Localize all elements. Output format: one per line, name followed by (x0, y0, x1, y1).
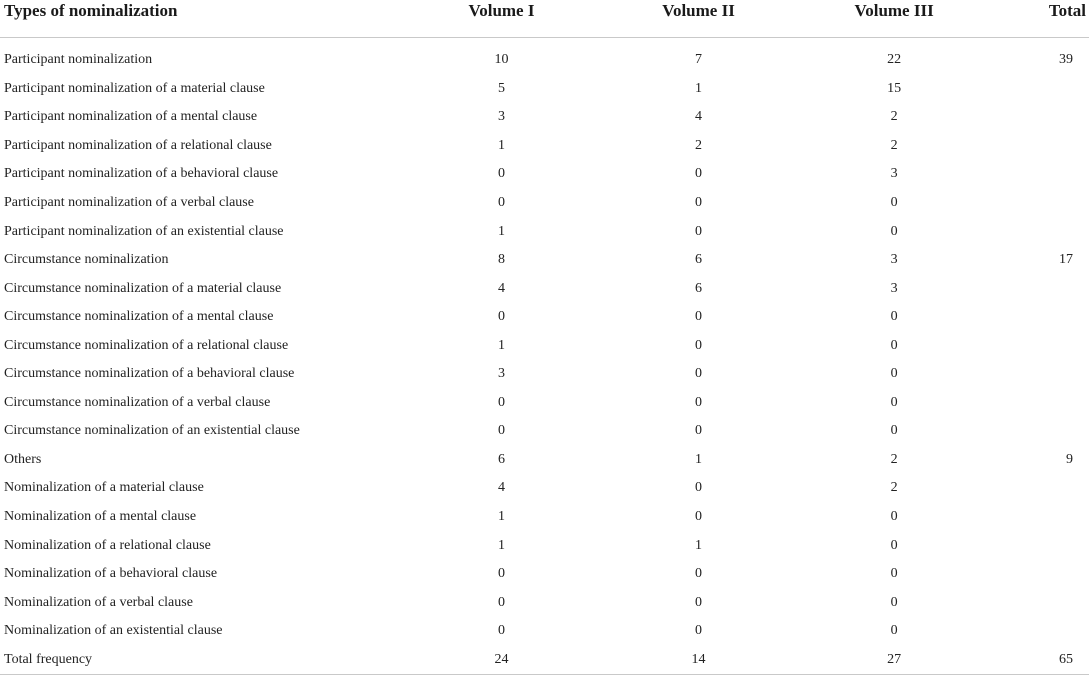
cell-volume-1: 1 (497, 337, 505, 353)
table-row (0, 474, 1089, 503)
cell-volume-3: 0 (890, 366, 898, 382)
cell-volume-1: 0 (497, 566, 505, 582)
table-row (0, 75, 1089, 104)
cell-volume-1: 6 (497, 451, 505, 467)
cell-volume-2: 6 (695, 252, 703, 268)
table-row (0, 531, 1089, 560)
cell-type: Circumstance nominalization of a verbal clause (4, 394, 271, 410)
cell-volume-1: 1 (497, 509, 505, 525)
cell-type: Nominalization of a mental clause (4, 509, 197, 525)
cell-volume-1: 24 (378, 645, 624, 674)
cell-type: Circumstance nominalization of a mental clause (4, 309, 274, 325)
header-row (0, 0, 1089, 38)
cell-type: Others (4, 451, 42, 467)
cell-volume-3: 0 (890, 537, 898, 553)
cell-volume-1: 4 (497, 280, 505, 296)
cell-type: Circumstance nominalization of an existential clause (4, 423, 300, 439)
cell-total (1016, 75, 1089, 104)
cell-volume-2: 2 (695, 137, 703, 153)
table-row (0, 389, 1089, 418)
cell-volume-3: 27 (773, 645, 1016, 674)
cell-volume-2: 14 (625, 645, 773, 674)
cell-total: 65 (1016, 645, 1089, 674)
cell-volume-2: 1 (695, 80, 703, 96)
cell-volume-1: 0 (497, 423, 505, 439)
cell-volume-3: 0 (890, 594, 898, 610)
cell-volume-3: 15 (887, 80, 902, 96)
cell-volume-2: 0 (695, 223, 703, 239)
cell-volume-3: 3 (890, 280, 898, 296)
cell-volume-2: 0 (695, 195, 703, 210)
cell-total (1016, 103, 1089, 132)
cell-volume-2: 0 (695, 337, 703, 353)
cell-total (1016, 531, 1089, 560)
cell-volume-1: 1 (497, 137, 505, 153)
cell-volume-1: 0 (497, 394, 505, 410)
header-types: Types of nominalization (0, 0, 378, 38)
cell-volume-2: 0 (695, 366, 703, 382)
table-row (0, 645, 1089, 674)
cell-volume-2: 6 (695, 280, 703, 296)
cell-volume-2: 0 (695, 566, 703, 582)
cell-volume-3: 3 (890, 166, 898, 182)
table-body (0, 38, 1089, 675)
cell-type: Nominalization of a behavioral clause (4, 566, 218, 582)
cell-type: Participant nominalization of a behavioral clause (4, 166, 279, 182)
cell-volume-1: 0 (497, 195, 505, 210)
cell-volume-3: 0 (890, 566, 898, 582)
cell-volume-2: 0 (695, 423, 703, 439)
cell-total (1016, 217, 1089, 246)
cell-volume-1: 3 (497, 109, 505, 125)
cell-volume-2: 1 (695, 537, 703, 553)
cell-volume-3: 2 (890, 137, 898, 153)
table-row (0, 417, 1089, 446)
cell-type: Circumstance nominalization of a relational clause (4, 337, 289, 353)
header-volume-3: Volume III (773, 0, 1016, 38)
cell-type: Total frequency (0, 645, 378, 674)
cell-volume-3: 0 (890, 623, 898, 639)
cell-volume-3: 0 (890, 509, 898, 525)
table-row (0, 246, 1089, 275)
cell-volume-3: 0 (890, 394, 898, 410)
cell-volume-3: 3 (890, 252, 898, 268)
table-row (0, 38, 1089, 75)
table-row (0, 588, 1089, 617)
table-row (0, 446, 1089, 475)
cell-total (1016, 617, 1089, 646)
cell-volume-3: 2 (890, 451, 898, 467)
cell-volume-3: 0 (890, 309, 898, 325)
cell-volume-2: 7 (695, 52, 703, 68)
cell-volume-2: 0 (695, 309, 703, 325)
table-row (0, 360, 1089, 389)
table-row (0, 217, 1089, 246)
cell-volume-1: 0 (497, 166, 505, 182)
cell-total (1016, 474, 1089, 503)
cell-volume-2: 4 (695, 109, 703, 125)
cell-volume-3: 2 (890, 480, 898, 496)
cell-volume-1: 0 (497, 309, 505, 325)
cell-volume-3: 22 (887, 52, 902, 68)
cell-volume-1: 0 (497, 623, 505, 639)
cell-type: Nominalization of an existential clause (4, 623, 223, 639)
table-row (0, 560, 1089, 589)
header-volume-1: Volume I (378, 0, 624, 38)
cell-total (1016, 360, 1089, 389)
cell-type: Participant nominalization of a mental clause (4, 109, 258, 125)
cell-type: Nominalization of a relational clause (4, 537, 211, 553)
table-row (0, 331, 1089, 360)
cell-volume-2: 0 (695, 480, 703, 496)
cell-volume-1: 8 (497, 252, 505, 268)
cell-volume-1: 0 (497, 594, 505, 610)
cell-total: 9 (1066, 451, 1073, 467)
cell-volume-3: 0 (890, 337, 898, 353)
cell-total (1016, 189, 1089, 218)
table-row (0, 503, 1089, 532)
cell-type: Participant nominalization of a material clause (4, 80, 265, 96)
cell-total (1016, 274, 1089, 303)
cell-volume-2: 0 (695, 594, 703, 610)
cell-total (1016, 588, 1089, 617)
cell-volume-2: 0 (695, 394, 703, 410)
table-row (0, 303, 1089, 332)
table-row (0, 189, 1089, 218)
cell-total (1016, 132, 1089, 161)
cell-total: 17 (1059, 252, 1073, 268)
table-header (0, 0, 1089, 38)
cell-type: Circumstance nominalization of a material clause (4, 280, 282, 296)
cell-volume-1: 1 (497, 537, 505, 553)
cell-volume-3: 0 (890, 195, 898, 210)
cell-total (1016, 331, 1089, 360)
cell-volume-2: 1 (695, 451, 703, 467)
cell-total: 39 (1059, 52, 1073, 68)
table-row (0, 274, 1089, 303)
cell-volume-1: 4 (497, 480, 505, 496)
table-row (0, 617, 1089, 646)
cell-volume-3: 0 (890, 423, 898, 439)
cell-type: Participant nominalization of a relational clause (4, 137, 272, 153)
cell-type: Circumstance nominalization of a behavioral clause (4, 366, 295, 382)
table-row (0, 103, 1089, 132)
cell-type: Nominalization of a verbal clause (4, 594, 193, 610)
cell-type: Nominalization of a material clause (4, 480, 204, 496)
header-volume-2: Volume II (625, 0, 773, 38)
cell-volume-3: 0 (890, 223, 898, 239)
header-total: Total (1016, 0, 1089, 38)
cell-type: Participant nominalization of an existential clause (4, 223, 284, 239)
cell-total (1016, 560, 1089, 589)
cell-type: Circumstance nominalization (4, 252, 169, 268)
table-row (0, 132, 1089, 161)
cell-volume-1: 10 (494, 52, 509, 68)
cell-volume-3: 2 (890, 109, 898, 125)
cell-volume-2: 0 (695, 166, 703, 182)
table-row (0, 160, 1089, 189)
cell-total (1016, 503, 1089, 532)
cell-volume-1: 1 (497, 223, 505, 239)
cell-total (1016, 417, 1089, 446)
cell-volume-1: 3 (497, 366, 505, 382)
cell-volume-1: 5 (497, 80, 505, 96)
cell-total (1016, 389, 1089, 418)
cell-type: Participant nominalization of a verbal clause (4, 195, 254, 210)
cell-volume-2: 0 (695, 623, 703, 639)
cell-type: Participant nominalization (4, 52, 153, 68)
cell-volume-2: 0 (695, 509, 703, 525)
cell-total (1016, 160, 1089, 189)
cell-total (1016, 303, 1089, 332)
